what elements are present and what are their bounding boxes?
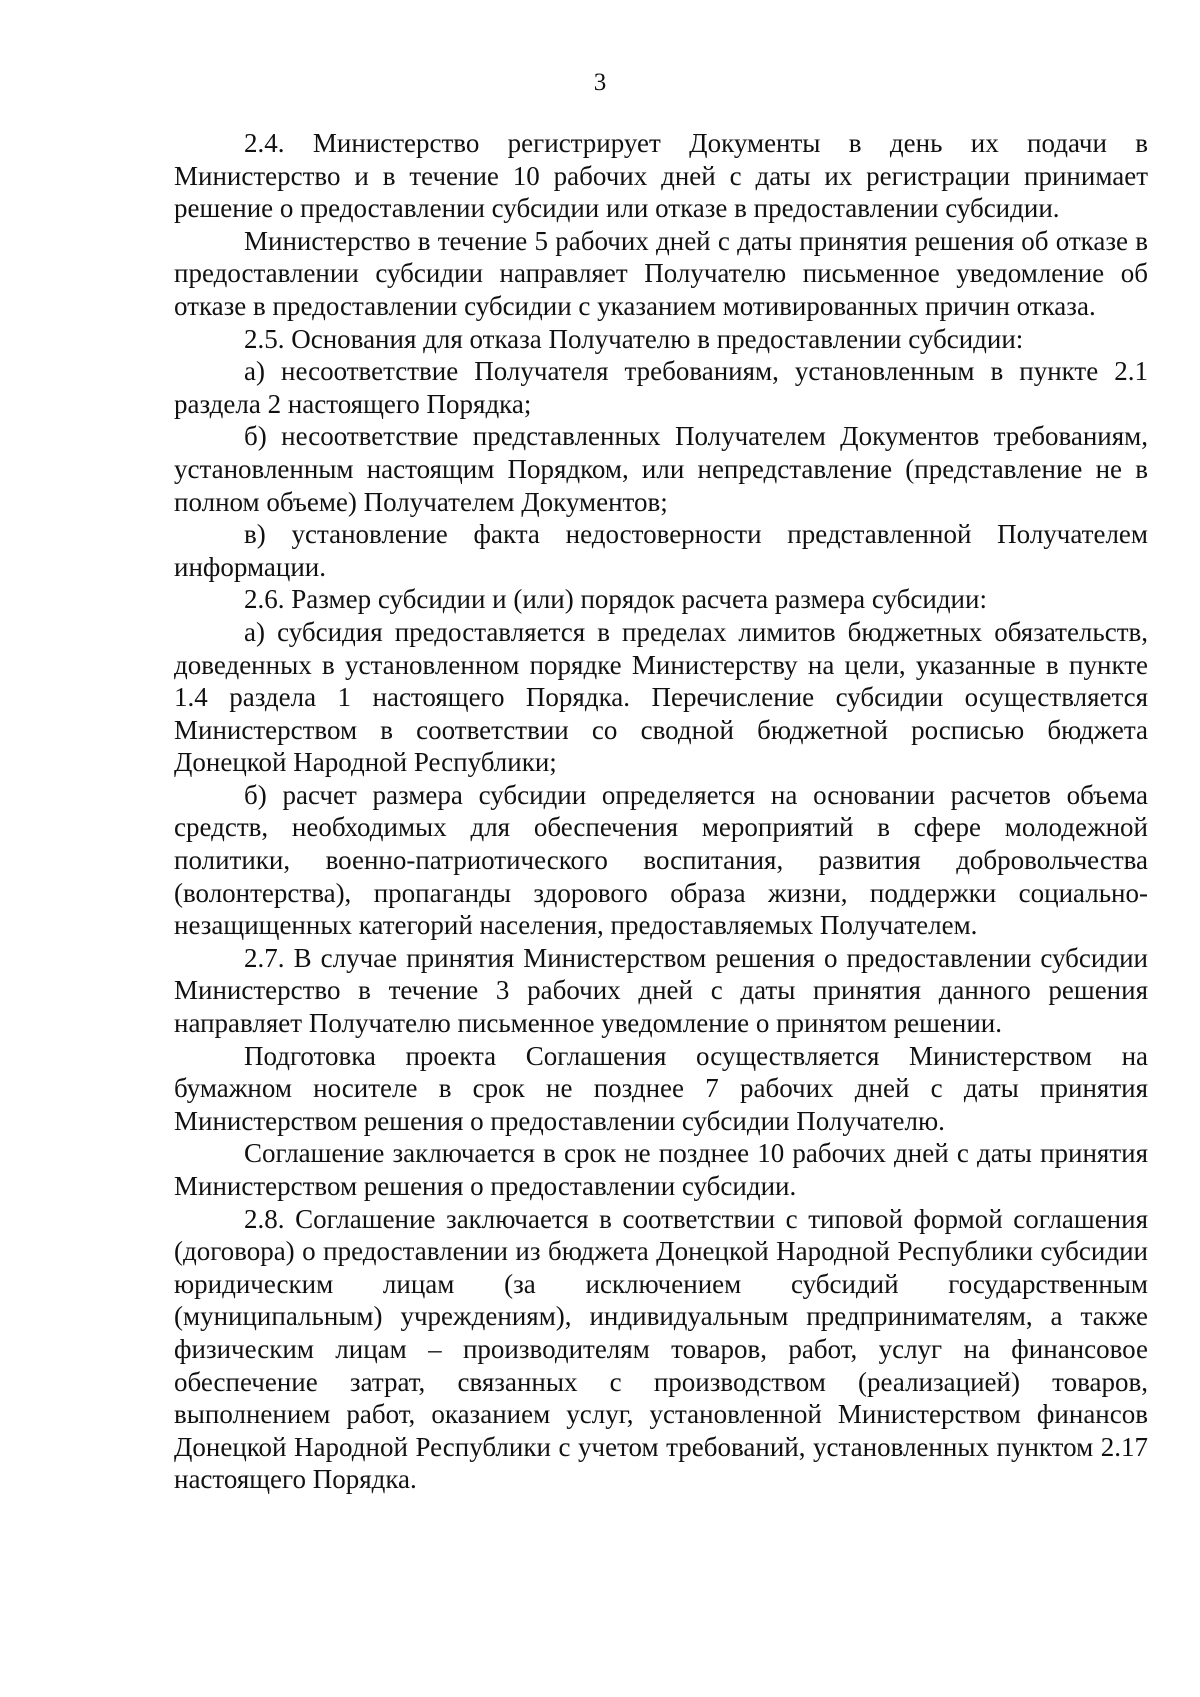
paragraph-2-7: 2.7. В случае принятия Министерством решения о предоставлении субсидии Министерство в течение 3 рабочих дней с даты принятия данного решения направляет Получателю письменное уведомление о принятом решении. [174,942,1148,1039]
paragraph-agreement-term: Соглашение заключается в срок не позднее 10 рабочих дней с даты принятия Министерством решения о предоставлении субсидии. [174,1138,1148,1201]
list-item-2-6-b: б) расчет размера субсидии определяется на основании расчетов объема средств, необходимых для обеспечения мероприятий в сфере молодежной политики, военно-патриотического воспитания, развития добровольчества (волонтерства), пропаганды здорового образа жизни, поддержки социально-незащищенных категорий населения, предоставляемых Получателем. [174,779,1148,941]
paragraph-agreement-preparation: Подготовка проекта Соглашения осуществляется Министерством на бумажном носителе в срок не позднее 7 рабочих дней с даты принятия Министерством решения о предоставлении субсидии Получателю. [174,1040,1148,1136]
paragraph-2-5: 2.5. Основания для отказа Получателю в предоставлении субсидии: [244,323,1024,354]
document-body [174,127,1148,1496]
list-item-2-5-b: б) несоответствие представленных Получателем Документов требованиям, установленным настоящим Порядком, или непредставление (представление не в полном объеме) Получателем Документов; [174,421,1148,517]
paragraph-2-4: 2.4. Министерство регистрирует Документы в день их подачи в Министерство и в течение 10 рабочих дней с даты их регистрации принимает решение о предоставлении субсидии или отказе в предоставлении субсидии. [174,128,1148,224]
paragraph-refusal-notice: Министерство в течение 5 рабочих дней с даты принятия решения об отказе в предоставлении субсидии направляет Получателю письменное уведомление об отказе в предоставлении субсидии с указанием мотивированных причин отказа. [174,225,1148,321]
paragraph-2-8: 2.8. Соглашение заключается в соответствии с типовой формой соглашения (договора) о предоставлении из бюджета Донецкой Народной Республики субсидии юридическим лицам (за исключением субсидий государственным (муниципальным) учреждениям), индивидуальным предпринимателям, а также физическим лицам – производителям товаров, работ, услуг на финансовое обеспечение затрат, связанных с производством (реализацией) товаров, выполнением работ, оказанием услуг, установленной Министерством финансов Донецкой Народной Республики с учетом требований, установленных пунктом 2.17 настоящего Порядка. [174,1203,1148,1495]
list-item-2-5-a: а) несоответствие Получателя требованиям, установленным в пункте 2.1 раздела 2 настоящего Порядка; [174,356,1148,419]
page-number: 3 [593,69,607,96]
paragraph-2-6: 2.6. Размер субсидии и (или) порядок расчета размера субсидии: [244,584,987,615]
list-item-2-6-a: а) субсидия предоставляется в пределах лимитов бюджетных обязательств, доведенных в установленном порядке Министерству на цели, указанные в пункте 1.4 раздела 1 настоящего Порядка. Перечисление субсидии осуществляется Министерством в соответствии со сводной бюджетной росписью бюджета Донецкой Народной Республики; [174,616,1148,778]
list-item-2-5-v: в) установление факта недостоверности представленной Получателем информации. [174,519,1148,582]
